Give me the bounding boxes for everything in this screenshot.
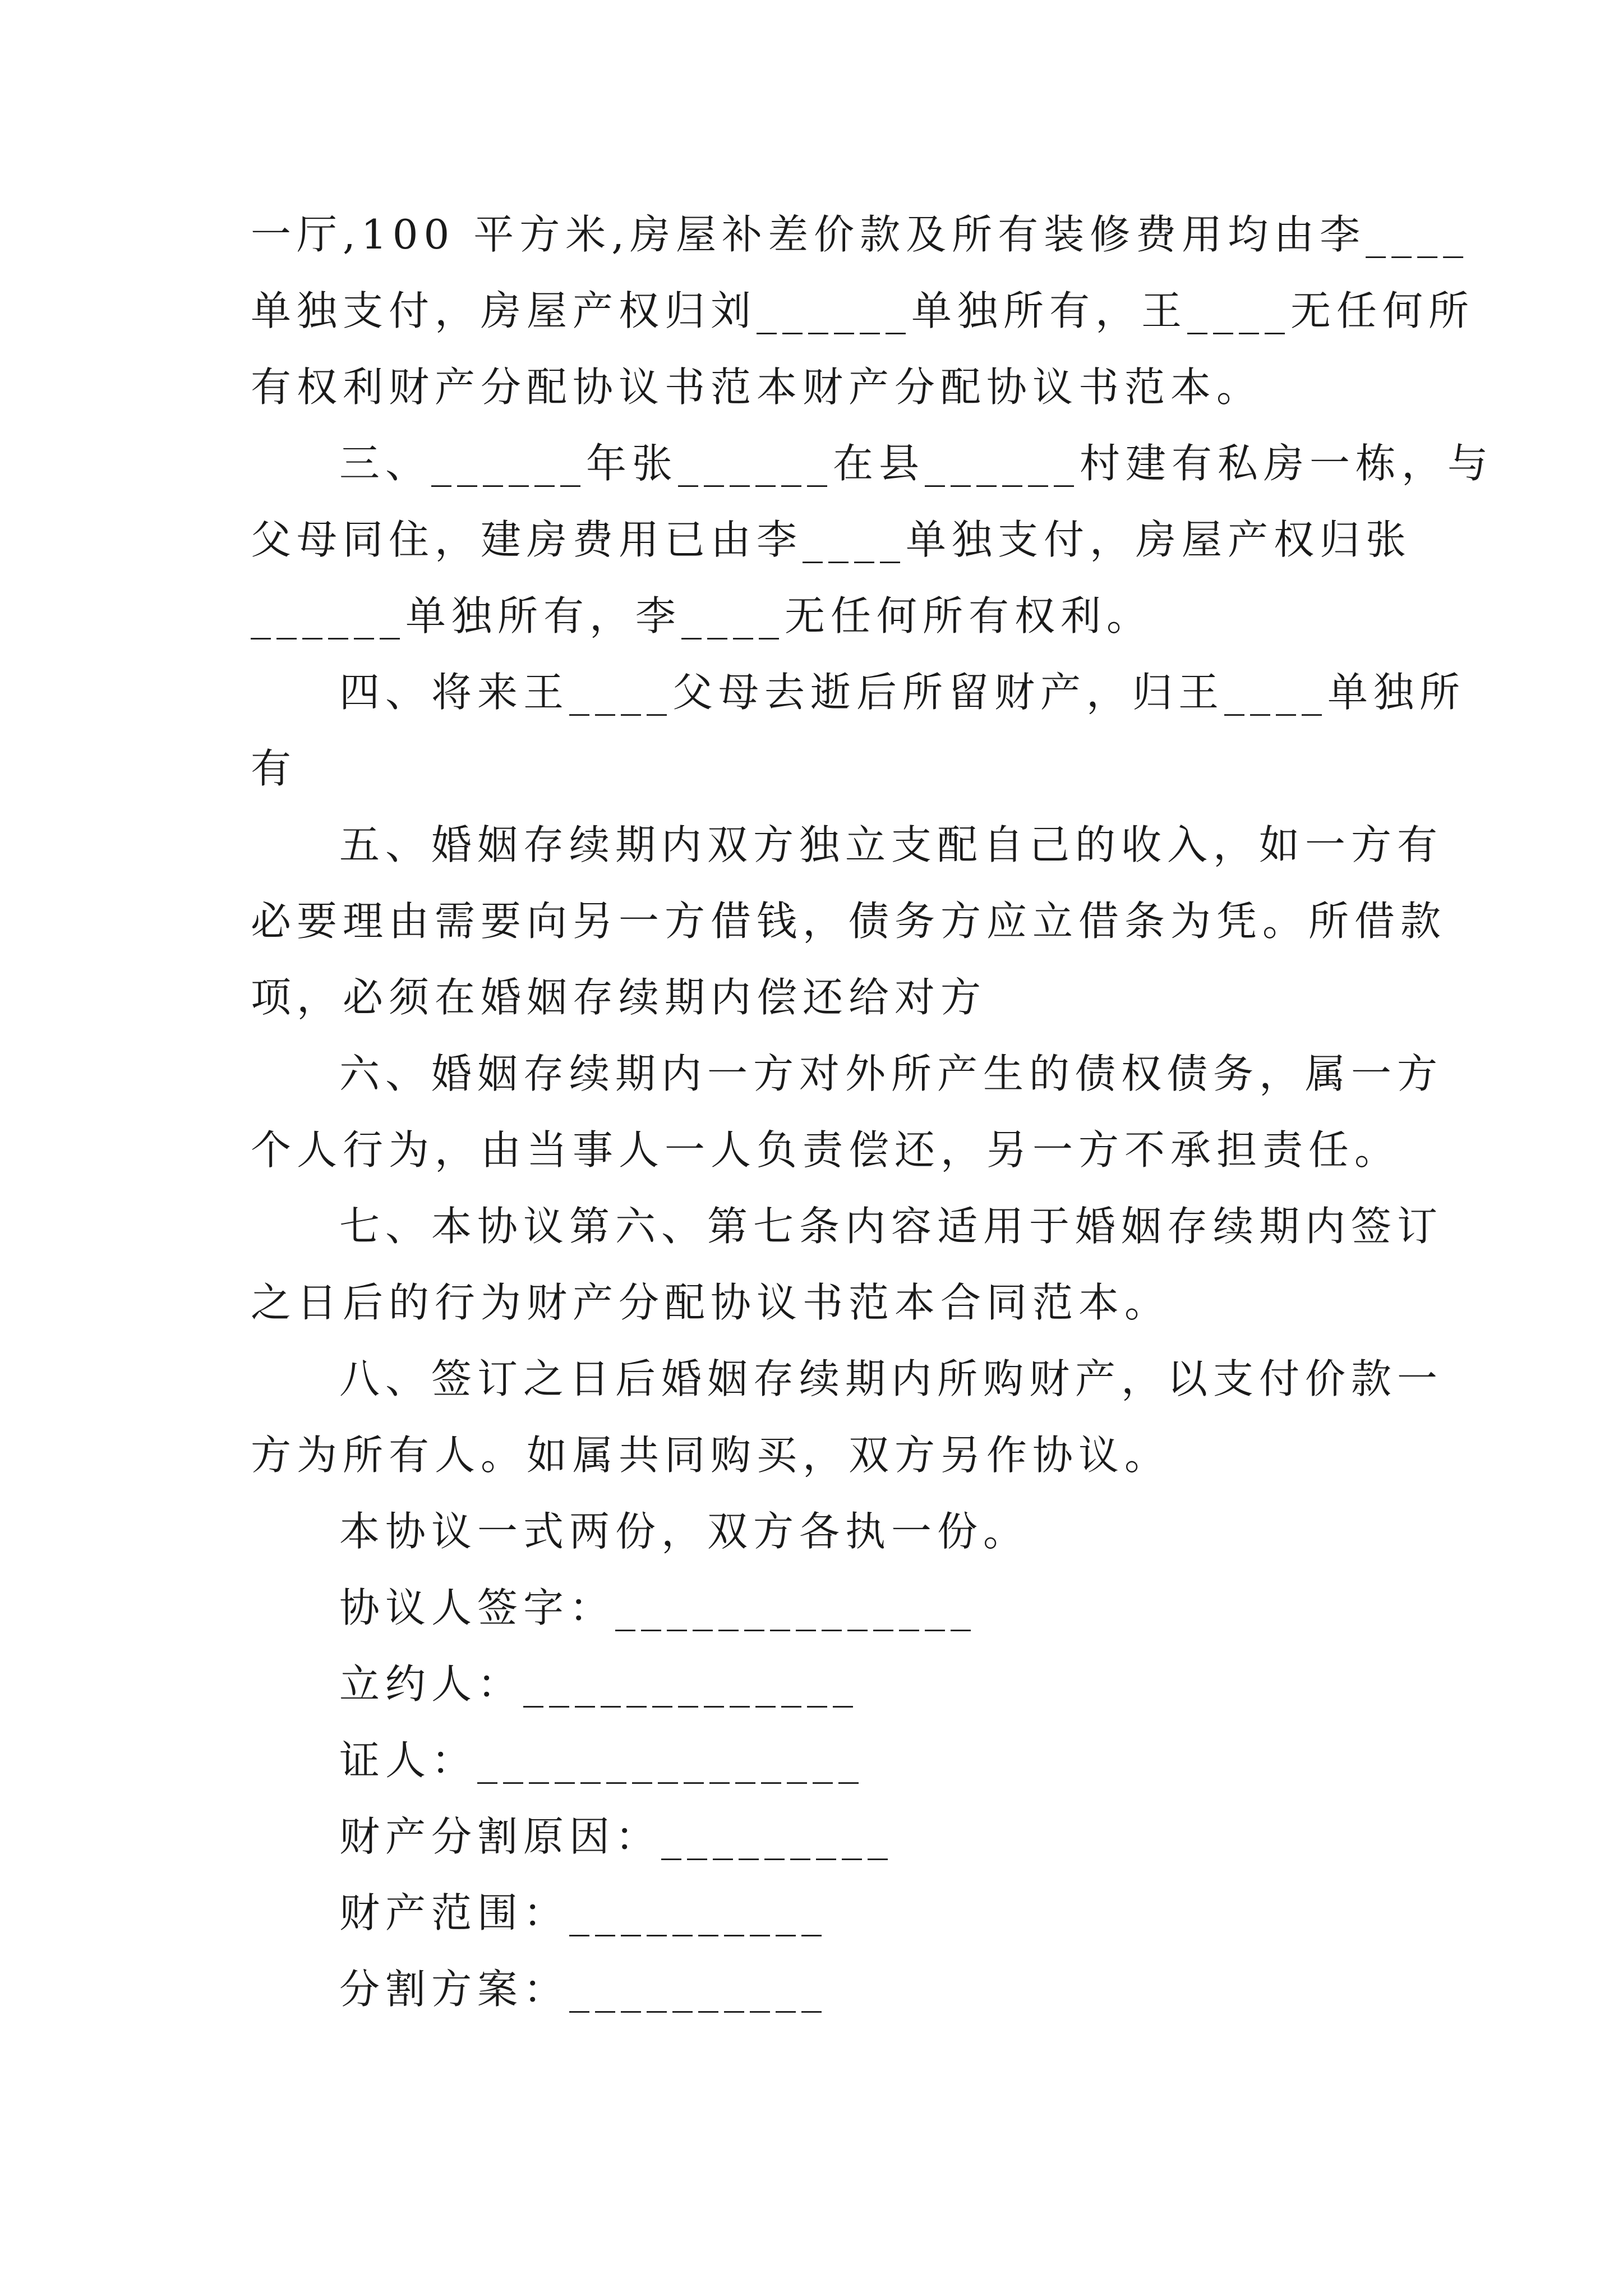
clause-5-line: 五、婚姻存续期内双方独立支配自己的收入，如一方有 <box>339 821 1444 868</box>
field-division-plan: 分割方案：__________ <box>339 1966 828 2013</box>
field-division-reason: 财产分割原因：_________ <box>339 1813 894 1860</box>
signature-field-contractor: 立约人：_____________ <box>339 1660 859 1708</box>
signature-field-signatory: 协议人签字：______________ <box>339 1584 977 1631</box>
clause-8-line: 八、签订之日后婚姻存续期内所购财产，以支付价款一 <box>339 1355 1444 1402</box>
body-line: 方为所有人。如属共同购买，双方另作协议。 <box>251 1432 1171 1479</box>
clause-6-line: 六、婚姻存续期内一方对外所产生的债权债务，属一方 <box>339 1050 1444 1097</box>
body-line: 有权利财产分配协议书范本财产分配协议书范本。 <box>251 364 1263 411</box>
signature-field-witness: 证人：_______________ <box>339 1737 865 1784</box>
clause-4-line: 四、将来王____父母去逝后所留财产，归王____单独所 <box>339 669 1466 716</box>
body-line: ______单独所有，李____无任何所有权利。 <box>251 592 1153 639</box>
body-line: 单独支付，房屋产权归刘______单独所有，王____无任何所 <box>251 287 1475 334</box>
body-line: 项，必须在婚姻存续期内偿还给对方 <box>251 974 987 1021</box>
document-body <box>251 196 1494 2027</box>
copies-statement: 本协议一式两份，双方各执一份。 <box>339 1508 1030 1555</box>
body-line: 之日后的行为财产分配协议书范本合同范本。 <box>251 1279 1171 1326</box>
field-property-scope: 财产范围：__________ <box>339 1889 828 1936</box>
body-line: 必要理由需要向另一方借钱，债务方应立借条为凭。所借款 <box>251 898 1447 945</box>
body-line: 个人行为，由当事人一人负责偿还，另一方不承担责任。 <box>251 1126 1401 1174</box>
body-line: 一厅,100 平方米,房屋补差价款及所有装修费用均由李____ <box>251 211 1469 258</box>
body-line: 有 <box>251 745 297 792</box>
clause-3-line: 三、______年张______在县______村建有私房一栋，与 <box>339 440 1494 487</box>
body-line: 父母同住，建房费用已由李____单独支付，房屋产权归张 <box>251 516 1412 563</box>
clause-7-line: 七、本协议第六、第七条内容适用于婚姻存续期内签订 <box>339 1203 1444 1250</box>
